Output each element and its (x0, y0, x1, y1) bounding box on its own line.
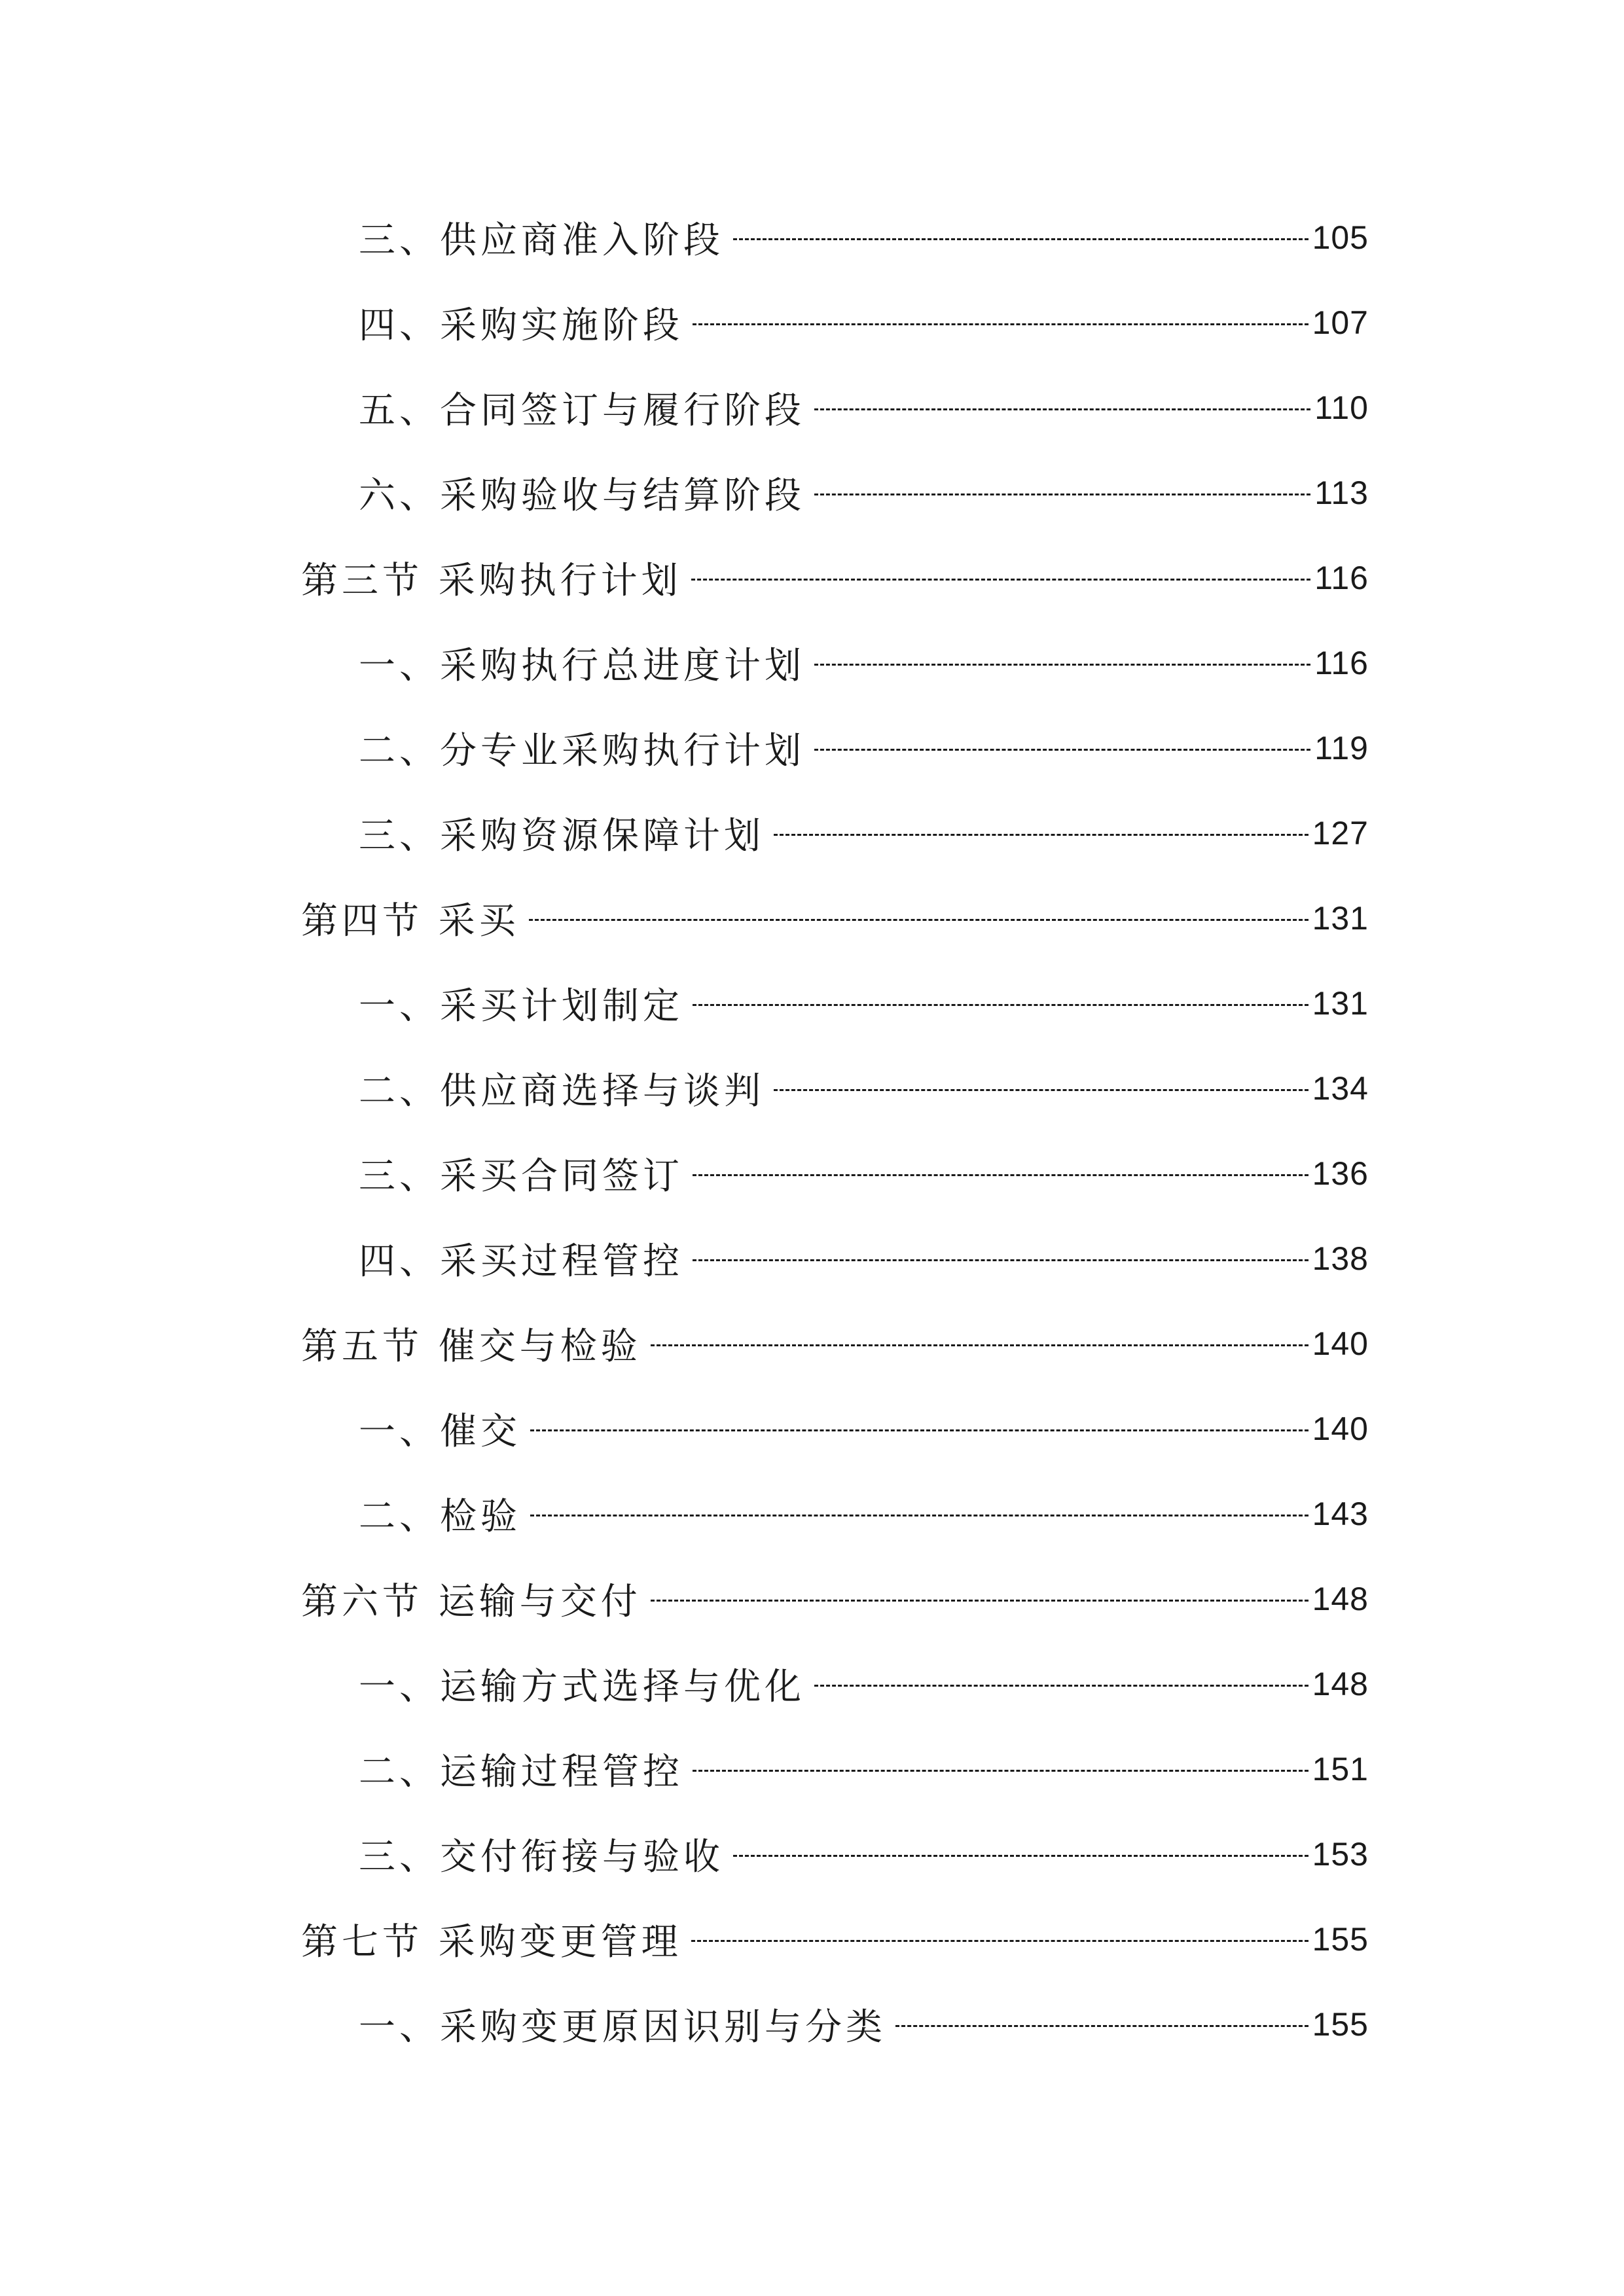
toc-leader (651, 1344, 1308, 1346)
toc-page-number: 113 (1314, 475, 1369, 511)
toc-leader (814, 749, 1310, 751)
toc-page-number: 136 (1312, 1155, 1369, 1192)
toc-entry-title: 一、采购执行总进度计划 (359, 645, 805, 687)
toc-leader (530, 1429, 1308, 1431)
toc-leader (693, 1770, 1308, 1772)
toc-entry-title: 二、分专业采购执行计划 (359, 730, 805, 772)
toc-entry[interactable] (359, 719, 1369, 778)
toc-page-number: 153 (1312, 1836, 1369, 1873)
toc-entry-title: 一、采购变更原因识别与分类 (359, 2006, 886, 2049)
toc-entry-title: 四、采购实施阶段 (359, 304, 683, 347)
toc-entry-title: 第三节 采购执行计划 (301, 560, 682, 602)
toc-page-number: 148 (1312, 1666, 1369, 1702)
toc-page-number: 148 (1312, 1581, 1369, 1617)
toc-section-entry[interactable] (301, 889, 1369, 948)
toc-page-number: 143 (1312, 1496, 1369, 1532)
toc-leader (691, 579, 1310, 581)
toc-entry-title: 四、采买过程管控 (359, 1240, 683, 1283)
toc-leader (895, 2025, 1308, 2027)
toc-page-number: 110 (1314, 389, 1369, 426)
toc-entry-title: 第六节 运输与交付 (301, 1581, 641, 1623)
toc-entry[interactable] (359, 463, 1369, 522)
toc-entry-title: 二、检验 (359, 1496, 521, 1538)
toc-entry[interactable] (359, 1655, 1369, 1713)
toc-section-entry[interactable] (301, 1570, 1369, 1628)
toc-section-entry[interactable] (301, 548, 1369, 607)
toc-entry[interactable] (359, 1059, 1369, 1118)
toc-entry[interactable] (359, 378, 1369, 437)
toc-entry[interactable] (359, 974, 1369, 1033)
toc-leader (814, 408, 1310, 410)
toc-entry[interactable] (359, 1484, 1369, 1543)
toc-leader (693, 1174, 1308, 1176)
toc-page-number: 138 (1312, 1240, 1369, 1277)
toc-page-number: 131 (1312, 900, 1369, 937)
toc-page-number: 140 (1312, 1410, 1369, 1447)
toc-page-number: 116 (1314, 645, 1369, 681)
toc-entry-title: 五、合同签订与履行阶段 (359, 389, 805, 432)
toc-page-number: 140 (1312, 1325, 1369, 1362)
toc-entry-title: 三、采买合同签订 (359, 1155, 683, 1198)
toc-entry[interactable] (359, 1144, 1369, 1203)
toc-entry-title: 三、交付衔接与验收 (359, 1836, 724, 1878)
toc-leader (693, 323, 1308, 325)
toc-leader (693, 1004, 1308, 1006)
toc-page-number: 116 (1314, 560, 1369, 596)
toc-entry[interactable] (359, 1399, 1369, 1458)
toc-page-number: 134 (1312, 1070, 1369, 1107)
toc-leader (530, 1515, 1308, 1516)
toc-page-number: 119 (1314, 730, 1369, 766)
toc-section-entry[interactable] (301, 1314, 1369, 1373)
toc-entry[interactable] (359, 1740, 1369, 1799)
toc-entry[interactable] (359, 804, 1369, 863)
toc-entry[interactable] (359, 293, 1369, 352)
toc-entry[interactable] (359, 1995, 1369, 2054)
toc-leader (733, 1855, 1308, 1857)
toc-entry[interactable] (359, 1825, 1369, 1884)
toc-page-number: 107 (1312, 304, 1369, 341)
toc-page-number: 105 (1312, 219, 1369, 256)
toc-entry-title: 二、供应商选择与谈判 (359, 1070, 765, 1113)
toc-leader (651, 1600, 1308, 1602)
toc-entry-title: 六、采购验收与结算阶段 (359, 475, 805, 517)
toc-entry[interactable] (359, 634, 1369, 692)
toc-leader (814, 664, 1310, 666)
toc-page-number: 155 (1312, 2006, 1369, 2043)
toc-leader (691, 1940, 1308, 1942)
toc-page-number: 131 (1312, 985, 1369, 1022)
toc-leader (774, 1089, 1308, 1091)
toc-entry[interactable] (359, 1229, 1369, 1288)
toc-leader (814, 1685, 1308, 1687)
toc-entry-title: 第四节 采买 (301, 900, 520, 942)
toc-entry-title: 二、运输过程管控 (359, 1751, 683, 1793)
toc-entry-title: 第七节 采购变更管理 (301, 1921, 682, 1964)
toc-entry-title: 三、采购资源保障计划 (359, 815, 765, 857)
toc-leader (529, 919, 1308, 921)
toc-leader (814, 493, 1310, 495)
toc-entry-title: 三、供应商准入阶段 (359, 219, 724, 262)
toc-leader (733, 238, 1308, 240)
toc-page-number: 127 (1312, 815, 1369, 852)
toc-entry-title: 第五节 催交与检验 (301, 1325, 641, 1368)
toc-page-number: 155 (1312, 1921, 1369, 1958)
toc-entry-title: 一、采买计划制定 (359, 985, 683, 1028)
toc-section-entry[interactable] (301, 1910, 1369, 1969)
toc-leader (693, 1259, 1308, 1261)
toc-entry-title: 一、运输方式选择与优化 (359, 1666, 805, 1708)
toc-page-number: 151 (1312, 1751, 1369, 1787)
toc-leader (774, 834, 1308, 836)
toc-entry[interactable] (359, 208, 1369, 267)
toc-entry-title: 一、催交 (359, 1410, 521, 1453)
